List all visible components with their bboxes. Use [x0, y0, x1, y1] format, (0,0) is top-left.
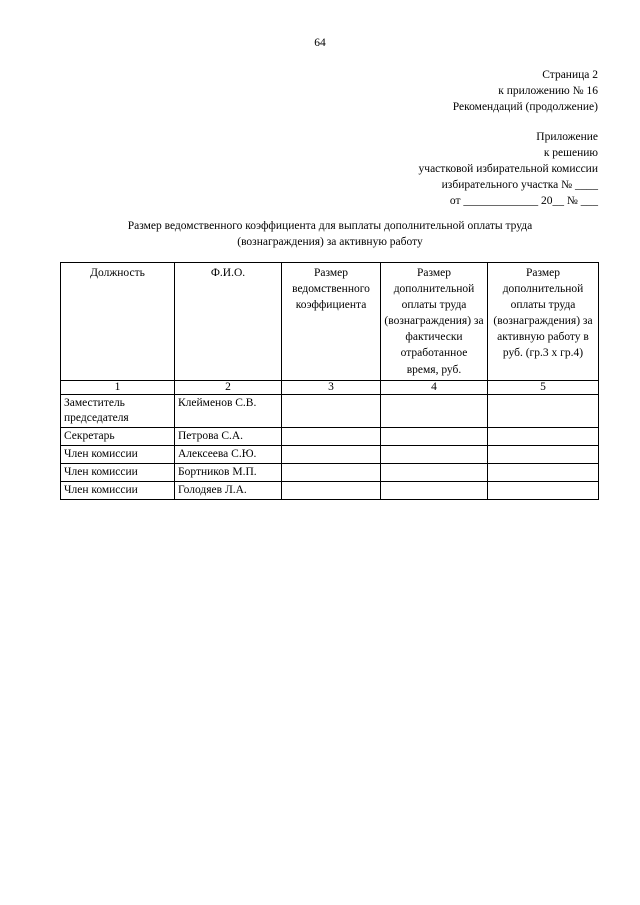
- cell-active-work-pay: [488, 395, 599, 428]
- cell-full-name: Алексеева С.Ю.: [175, 445, 282, 463]
- header-full-name: Ф.И.О.: [175, 263, 282, 381]
- cell-position: Член комиссии: [61, 481, 175, 499]
- column-number: 5: [488, 380, 599, 395]
- page-reference-line: Страница 2: [542, 69, 598, 81]
- cell-position: Секретарь: [61, 428, 175, 446]
- table-row: [61, 463, 599, 481]
- cell-position: Член комиссии: [61, 463, 175, 481]
- document-title-line: (вознаграждения) за активную работу: [237, 236, 423, 248]
- cell-coefficient: [282, 445, 381, 463]
- table-row: [61, 445, 599, 463]
- table-row: [61, 428, 599, 446]
- column-number: 3: [282, 380, 381, 395]
- cell-additional-pay: [381, 395, 488, 428]
- header-coefficient: Размер ведомственного коэффициента: [282, 263, 381, 381]
- cell-coefficient: [282, 463, 381, 481]
- cell-coefficient: [282, 395, 381, 428]
- page-reference-line: к приложению № 16: [498, 85, 598, 97]
- approval-line: к решению: [543, 147, 598, 159]
- cell-active-work-pay: [488, 481, 599, 499]
- approval-line: избирательного участка № ____: [441, 179, 598, 191]
- cell-position: Заместитель председателя: [61, 395, 175, 428]
- table-header-row: [61, 263, 599, 381]
- approval-line: участковой избирательной комиссии: [418, 163, 598, 175]
- header-additional-pay: Размер дополнительной оплаты труда (вознаграждения) за фактически отработанное время, руб.: [381, 263, 488, 381]
- column-number: 4: [381, 380, 488, 395]
- cell-additional-pay: [381, 463, 488, 481]
- header-position: Должность: [61, 263, 175, 381]
- approval-line: Приложение: [536, 131, 598, 143]
- cell-active-work-pay: [488, 428, 599, 446]
- column-number: 2: [175, 380, 282, 395]
- document-title-line: Размер ведомственного коэффициента для выплаты дополнительной оплаты труда: [127, 220, 533, 232]
- coefficient-table: [60, 262, 599, 500]
- cell-coefficient: [282, 481, 381, 499]
- table-row: [61, 395, 599, 428]
- approval-line: от _____________ 20__ № ___: [449, 195, 598, 207]
- document-title: [60, 221, 600, 253]
- cell-full-name: Клейменов С.В.: [175, 395, 282, 428]
- column-number: 1: [61, 380, 175, 395]
- page-reference-block: [453, 70, 598, 118]
- cell-additional-pay: [381, 428, 488, 446]
- cell-coefficient: [282, 428, 381, 446]
- cell-additional-pay: [381, 481, 488, 499]
- cell-full-name: Голодяев Л.А.: [175, 481, 282, 499]
- page-reference-line: Рекомендаций (продолжение): [452, 101, 598, 113]
- cell-position: Член комиссии: [61, 445, 175, 463]
- header-active-work-pay: Размер дополнительной оплаты труда (вознаграждения) за активную работу в руб. (гр.3 x гр.4): [488, 263, 599, 381]
- cell-full-name: Бортников М.П.: [175, 463, 282, 481]
- cell-active-work-pay: [488, 445, 599, 463]
- approval-block: [419, 132, 598, 212]
- cell-active-work-pay: [488, 463, 599, 481]
- cell-additional-pay: [381, 445, 488, 463]
- cell-full-name: Петрова С.А.: [175, 428, 282, 446]
- table-row: [61, 481, 599, 499]
- column-number-row: [61, 380, 599, 395]
- page-number: 64: [314, 37, 326, 49]
